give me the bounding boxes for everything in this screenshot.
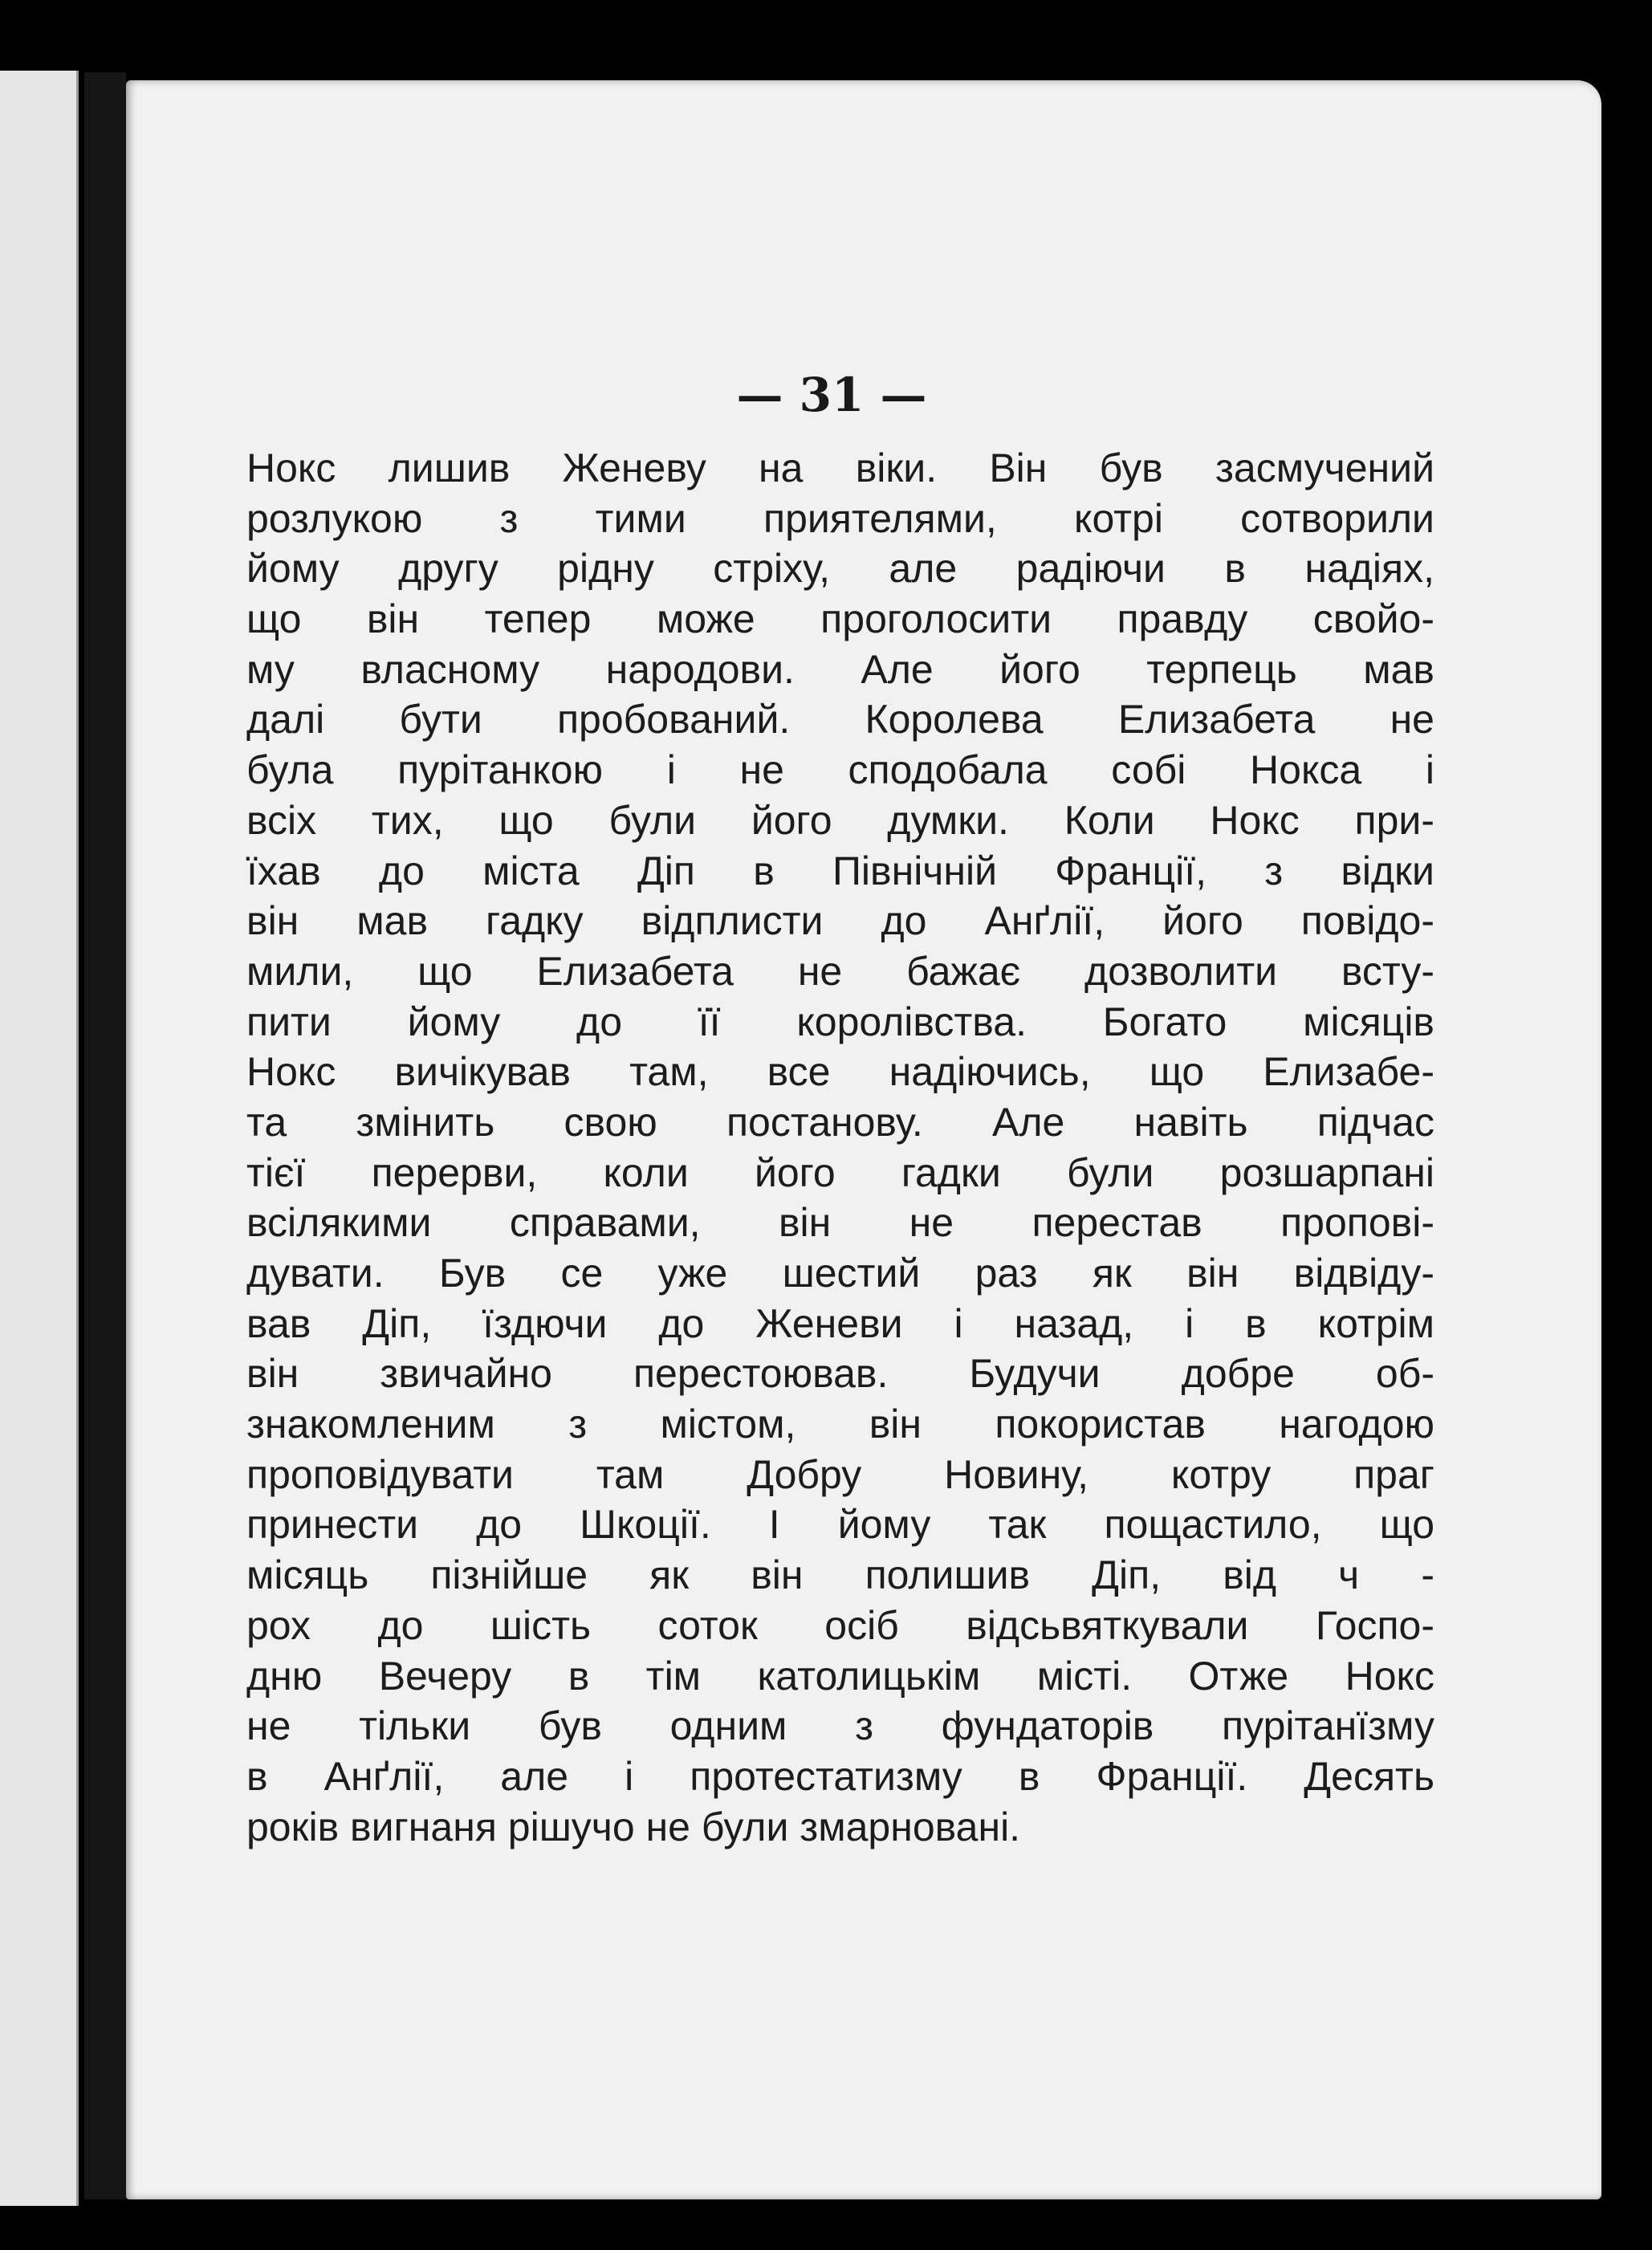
scan-speck (1605, 305, 1610, 319)
text-line: що він тепер може проголосити правду свойо- (246, 596, 1434, 642)
text-line: місяць пізнійше як він полишив Діп, від ч - (246, 1552, 1434, 1598)
text-line: Нокс вичікував там, все надіючись, що Елизабе- (246, 1049, 1434, 1095)
text-line: в Анґлії, але і протестатизму в Франції. Десять (246, 1753, 1434, 1799)
text-line: дню Вечеру в тім католицькім місті. Отже Нокс (246, 1653, 1434, 1699)
text-line: Нокс лишив Женеву на віки. Він був засмучений (246, 446, 1434, 490)
text-line: вав Діп, їздючи до Женеви і назад, і в котрім (246, 1300, 1434, 1346)
text-line: дувати. Був се уже шестий раз як він відвіду- (246, 1251, 1434, 1296)
text-line: рох до шість соток осіб відсьвяткували Госпо- (246, 1602, 1434, 1648)
text-line: принести до Шкоції. І йому так пощастило, що (246, 1502, 1434, 1548)
text-line: пити йому до її королівства. Богато місяців (246, 999, 1434, 1044)
scan-speck (1624, 1646, 1641, 1666)
page-number: — 31 — (736, 368, 927, 422)
text-line: всіх тих, що були його думки. Коли Нокс при- (246, 797, 1434, 843)
text-line: він звичайно перестоював. Будучи добре об- (246, 1351, 1434, 1397)
text-line: років вигнаня рішучо не були змарновані. (246, 1804, 1021, 1849)
facing-page-edge (0, 71, 79, 2206)
scan-speck (1607, 1797, 1617, 1811)
text-line: їхав до міста Діп в Північній Франції, з відки (246, 848, 1434, 893)
text-line: та змінить свою постанову. Але навіть підчас (246, 1099, 1434, 1145)
text-line: му власному народови. Але його терпець мав (246, 646, 1434, 692)
text-line: не тільки був одним з фундаторів пурітанїзму (246, 1703, 1434, 1749)
text-line: мили, що Елизабета не бажає дозволити всту- (246, 948, 1434, 994)
text-line: була пурітанкою і не сподобала собі Нокса і (246, 747, 1434, 793)
text-line: розлукою з тими приятелями, котрі сотворили (246, 495, 1434, 541)
text-line: йому другу рідну стріху, але радіючи в надіях, (246, 546, 1434, 592)
text-line: далі бути пробований. Королева Елизабета не (246, 697, 1434, 743)
text-line: проповідувати там Добру Новину, котру праг (246, 1451, 1434, 1497)
text-line: тієї перерви, коли його гадки були розшарпані (246, 1149, 1434, 1195)
body-text (246, 443, 1434, 1852)
text-line: всілякими справами, він не перестав пропові- (246, 1200, 1434, 1246)
text-line: знакомленим з містом, він покористав нагодою (246, 1402, 1434, 1447)
text-line: він мав гадку відплисти до Анґлії, його повідо- (246, 898, 1434, 944)
book-page (126, 80, 1601, 2199)
